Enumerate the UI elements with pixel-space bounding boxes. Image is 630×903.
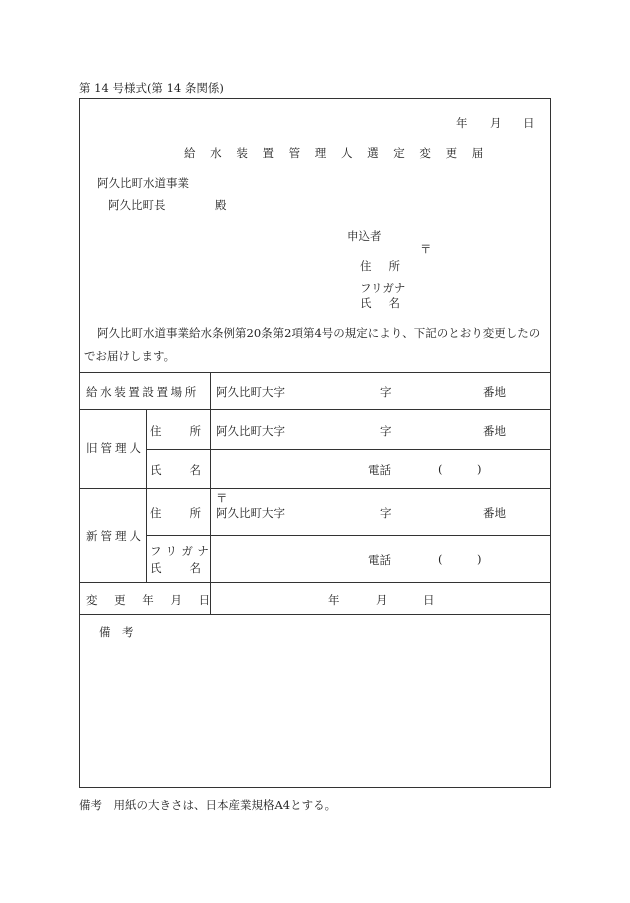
title-char: 置 bbox=[262, 146, 274, 160]
rule-after-change-date bbox=[80, 614, 550, 615]
title-char: 定 bbox=[393, 146, 405, 160]
title-char: 人 bbox=[340, 146, 353, 160]
new-postal-mark: 〒 bbox=[216, 491, 228, 505]
col-divider-sub bbox=[146, 409, 147, 582]
change-date-month: 月 bbox=[376, 593, 388, 607]
old-phone-paren-open: ( bbox=[438, 462, 443, 476]
new-addr-town: 阿久比町大字 bbox=[216, 506, 285, 520]
rule-old-addr-name bbox=[146, 449, 550, 450]
form-title bbox=[184, 145, 483, 161]
title-char: 管 bbox=[288, 146, 301, 160]
old-name-label: 氏 名 bbox=[150, 463, 201, 477]
new-furigana-label: フリガナ bbox=[150, 544, 214, 558]
rule-after-new bbox=[80, 582, 550, 583]
date-month-label: 月 bbox=[490, 116, 502, 130]
old-addr-aza: 字 bbox=[380, 424, 392, 438]
title-char: 届 bbox=[471, 146, 484, 160]
applicant-furigana-label: フリガナ bbox=[360, 281, 406, 295]
new-manager-label: 新管理人 bbox=[86, 529, 144, 543]
rule-new-addr-name bbox=[146, 535, 550, 536]
title-char: 水 bbox=[210, 146, 222, 160]
old-addr-label: 住 所 bbox=[150, 424, 201, 438]
title-char: 選 bbox=[367, 146, 379, 160]
title-char: 給 bbox=[184, 146, 196, 160]
date-year-label: 年 bbox=[456, 116, 468, 130]
old-manager-label: 旧管理人 bbox=[86, 441, 144, 455]
title-char: 装 bbox=[236, 146, 248, 160]
old-addr-banchi: 番地 bbox=[483, 424, 506, 438]
organization-name: 阿久比町水道事業 bbox=[97, 176, 189, 190]
col-divider-main bbox=[210, 372, 211, 614]
old-phone-label: 電話 bbox=[368, 463, 391, 477]
table-top-rule bbox=[80, 372, 550, 373]
applicant-label: 申込者 bbox=[347, 229, 382, 243]
location-aza: 字 bbox=[380, 385, 392, 399]
change-date-day: 日 bbox=[423, 593, 435, 607]
new-addr-banchi: 番地 bbox=[483, 506, 506, 520]
applicant-postal-mark: 〒 bbox=[420, 242, 432, 256]
date-day-label: 日 bbox=[523, 116, 535, 130]
old-phone-paren-close: ) bbox=[477, 462, 482, 476]
statement-line-2: でお届けします。 bbox=[84, 349, 176, 363]
new-addr-label: 住 所 bbox=[150, 506, 201, 520]
footer-note: 備考 用紙の大きさは、日本産業規格A4とする。 bbox=[79, 798, 337, 812]
applicant-address-label: 住 所 bbox=[360, 259, 400, 273]
rule-after-location bbox=[80, 409, 550, 410]
remarks-label: 備 考 bbox=[99, 625, 134, 639]
title-char: 変 bbox=[419, 146, 431, 160]
form-number: 第 14 号様式(第 14 条関係) bbox=[79, 81, 224, 95]
change-date-year: 年 bbox=[328, 593, 340, 607]
title-char: 理 bbox=[314, 146, 327, 160]
application-form bbox=[79, 98, 551, 788]
rule-after-old bbox=[80, 488, 550, 489]
applicant-name-label: 氏 名 bbox=[360, 296, 400, 310]
new-addr-aza: 字 bbox=[380, 506, 392, 520]
new-name-label: 氏 名 bbox=[150, 561, 201, 575]
addressee: 阿久比町長 bbox=[108, 198, 166, 212]
honorific: 殿 bbox=[215, 198, 227, 212]
new-phone-label: 電話 bbox=[368, 553, 391, 567]
title-char: 更 bbox=[445, 146, 458, 160]
new-phone-paren-close: ) bbox=[477, 552, 482, 566]
statement-line-1: 阿久比町水道事業給水条例第20条第2項第4号の規定により、下記のとおり変更したの bbox=[97, 326, 541, 340]
old-addr-town: 阿久比町大字 bbox=[216, 424, 285, 438]
location-town: 阿久比町大字 bbox=[216, 385, 285, 399]
new-phone-paren-open: ( bbox=[438, 552, 443, 566]
location-banchi: 番地 bbox=[483, 385, 506, 399]
location-label: 給水装置設置場所 bbox=[86, 385, 199, 399]
change-date-label: 変 更 年 月 日 bbox=[86, 593, 217, 607]
